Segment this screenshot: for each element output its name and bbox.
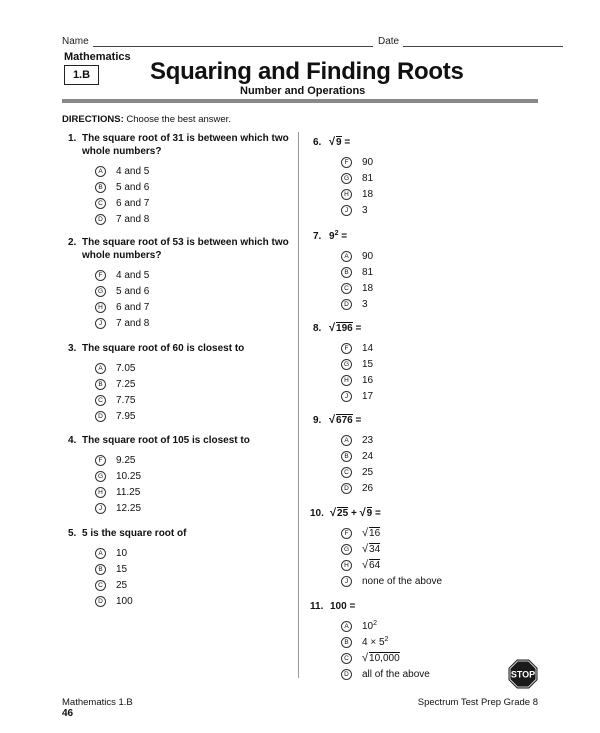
answer-text: 7.25: [116, 378, 136, 390]
question-expression: [330, 507, 381, 520]
radical-sign: √: [359, 507, 366, 519]
answer-bubble[interactable]: C: [95, 198, 106, 209]
question-2: [68, 236, 302, 331]
question-expression: [329, 136, 350, 149]
answer-text: 18: [362, 188, 374, 200]
answer-bubble[interactable]: H: [341, 560, 352, 571]
answer-option[interactable]: [95, 392, 302, 408]
answer-text: 7 and 8: [116, 317, 150, 329]
question-5: [68, 527, 302, 609]
answer-bubble[interactable]: J: [95, 503, 106, 514]
answer-option[interactable]: [95, 452, 302, 468]
answer-option[interactable]: [95, 360, 302, 376]
page-title: Squaring and Finding Roots: [150, 58, 464, 85]
answer-bubble[interactable]: A: [95, 166, 106, 177]
answer-text: 81: [362, 266, 374, 278]
radicand: 10,000: [369, 653, 400, 664]
question-7: [313, 230, 373, 312]
answer-option[interactable]: [95, 468, 302, 484]
answer-option[interactable]: [341, 634, 430, 650]
answer-text: 25: [362, 466, 374, 478]
radicand: 9: [336, 137, 342, 148]
answer-option[interactable]: [341, 202, 373, 218]
answer-text: 15: [116, 563, 128, 575]
answer-option[interactable]: [95, 561, 302, 577]
equals-sign: =: [338, 231, 348, 242]
answer-option[interactable]: [341, 448, 373, 464]
answer-text: 7.05: [116, 362, 136, 374]
answer-text: 10.25: [116, 470, 142, 482]
answer-option[interactable]: [341, 573, 442, 589]
answer-bubble[interactable]: F: [341, 343, 352, 354]
answer-text: 15: [362, 358, 374, 370]
answer-text: [362, 652, 400, 664]
question-expression: [329, 414, 361, 427]
answer-text: 100: [116, 595, 133, 607]
answer-option[interactable]: [95, 593, 302, 609]
answer-bubble[interactable]: J: [341, 205, 352, 216]
question-text: 5 is the square root of: [82, 528, 187, 539]
stop-sign-icon: [508, 659, 538, 689]
answer-option[interactable]: [95, 283, 302, 299]
answer-text: [362, 543, 380, 555]
directions-text: Choose the best answer.: [126, 114, 231, 125]
answer-bubble[interactable]: A: [95, 363, 106, 374]
answer-text: all of the above: [362, 668, 430, 680]
answer-text: 3: [362, 298, 368, 310]
answer-bubble[interactable]: B: [341, 451, 352, 462]
answer-option[interactable]: [95, 500, 302, 516]
answer-option[interactable]: [341, 432, 373, 448]
answer-bubble[interactable]: B: [95, 379, 106, 390]
question-3: [68, 342, 302, 424]
equals-sign: =: [346, 601, 356, 612]
question-number: 7.: [313, 231, 322, 242]
answer-bubble[interactable]: D: [95, 596, 106, 607]
page-subtitle: Number and Operations: [240, 85, 366, 97]
answer-text: 81: [362, 172, 374, 184]
equals-sign: =: [352, 415, 362, 426]
answer-option[interactable]: [341, 356, 373, 372]
answer-text: 17: [362, 390, 374, 402]
answer-option[interactable]: [95, 484, 302, 500]
answer-bubble[interactable]: F: [341, 157, 352, 168]
answer-text: 14: [362, 342, 374, 354]
answer-bubble[interactable]: G: [341, 359, 352, 370]
radicand: 196: [336, 323, 353, 334]
answer-text: 11.25: [116, 486, 141, 498]
equals-sign: =: [372, 508, 381, 519]
directions-label: DIRECTIONS:: [62, 114, 124, 125]
radical-sign: √: [329, 322, 336, 334]
answer-bubble[interactable]: D: [341, 483, 352, 494]
exponent: 2: [334, 230, 339, 237]
answer-text: 4 and 5: [116, 269, 150, 281]
answer-bubble[interactable]: B: [341, 267, 352, 278]
answer-text: 24: [362, 450, 374, 462]
answer-bubble[interactable]: D: [341, 669, 352, 680]
name-label: Name: [62, 36, 89, 47]
footer-book-title: Spectrum Test Prep Grade 8: [417, 697, 538, 708]
answer-bubble[interactable]: J: [341, 391, 352, 402]
answer-bubble[interactable]: B: [95, 564, 106, 575]
date-line: [403, 37, 563, 47]
question-6: [313, 136, 373, 218]
question-number: 6.: [313, 137, 322, 148]
answer-bubble[interactable]: D: [341, 299, 352, 310]
answer-bubble[interactable]: H: [95, 487, 106, 498]
answer-text: [362, 637, 388, 648]
answer-option[interactable]: [341, 618, 430, 634]
answer-bubble[interactable]: H: [95, 302, 106, 313]
answer-text: 10: [116, 547, 128, 559]
answer-option[interactable]: [95, 577, 302, 593]
directions: [62, 114, 231, 125]
radicand: 676: [336, 415, 353, 426]
question-number: 4.: [68, 435, 77, 446]
answer-option[interactable]: [95, 195, 302, 211]
question-number: 3.: [68, 343, 77, 354]
question-10: [310, 507, 442, 589]
answer-option[interactable]: [341, 525, 442, 541]
answer-text: 6 and 7: [116, 301, 150, 313]
question-text: The square root of 60 is closest to: [82, 343, 245, 354]
answer-text: 25: [116, 579, 128, 591]
answer-bubble[interactable]: C: [95, 580, 106, 591]
base: 9: [329, 231, 335, 242]
answer-text: 90: [362, 156, 374, 168]
radical-sign: √: [362, 527, 369, 539]
answer-text: [362, 621, 377, 632]
answer-text: none of the above: [362, 575, 443, 587]
answer-bubble[interactable]: H: [341, 189, 352, 200]
answer-option[interactable]: [341, 372, 373, 388]
date-label: Date: [378, 36, 400, 47]
radical-sign: √: [362, 543, 369, 555]
answer-bubble[interactable]: G: [341, 173, 352, 184]
answer-option[interactable]: [341, 154, 373, 170]
answer-option[interactable]: [95, 211, 302, 227]
answer-bubble[interactable]: A: [95, 548, 106, 559]
answer-bubble[interactable]: D: [95, 411, 106, 422]
answer-text: [362, 527, 380, 539]
answer-text: 5 and 6: [116, 285, 150, 297]
subject-label: Mathematics: [64, 51, 131, 63]
exponent: 2: [384, 635, 389, 643]
question-number: 5.: [68, 528, 77, 539]
radicand: 9: [366, 508, 373, 519]
answer-text: 18: [362, 282, 374, 294]
answer-bubble[interactable]: D: [95, 214, 106, 225]
exponent: 2: [373, 619, 378, 627]
question-8: [313, 322, 373, 404]
answer-bubble[interactable]: J: [341, 576, 352, 587]
answer-option[interactable]: [341, 541, 442, 557]
stop-sign-label: STOP: [510, 669, 536, 680]
answer-bubble[interactable]: F: [95, 270, 106, 281]
answer-option[interactable]: [341, 464, 373, 480]
base: 5: [378, 636, 385, 648]
radical-sign: √: [329, 414, 336, 426]
question-1: [68, 132, 302, 227]
answer-option[interactable]: [341, 666, 430, 682]
answer-option[interactable]: [95, 315, 302, 331]
answer-text: 23: [362, 434, 374, 446]
answer-text: 9.25: [116, 454, 136, 466]
answer-text: 6 and 7: [116, 197, 150, 209]
answer-bubble[interactable]: B: [341, 637, 352, 648]
question-text: The square root of 31 is between which two whole numbers?: [82, 133, 289, 157]
title-divider: [62, 99, 538, 103]
lesson-badge: 1.B: [64, 65, 99, 85]
name-field[interactable]: [62, 36, 373, 47]
answer-bubble[interactable]: F: [95, 455, 106, 466]
radicand: 16: [369, 528, 381, 539]
question-number: 8.: [313, 323, 322, 334]
answer-bubble[interactable]: C: [341, 653, 352, 664]
question-number: 9.: [313, 415, 322, 426]
answer-option[interactable]: [341, 248, 373, 264]
answer-text: 4 and 5: [116, 165, 150, 177]
radical-sign: √: [329, 136, 336, 148]
answer-bubble[interactable]: A: [341, 435, 352, 446]
question-number: 1.: [68, 133, 77, 144]
answer-bubble[interactable]: B: [95, 182, 106, 193]
question-4: [68, 434, 302, 516]
answer-option[interactable]: [95, 163, 302, 179]
answer-text: 16: [362, 374, 374, 386]
answer-option[interactable]: [341, 340, 373, 356]
answer-option[interactable]: [95, 267, 302, 283]
prefix: 4 ×: [362, 636, 379, 648]
answer-text: 7.95: [116, 410, 136, 422]
answer-bubble[interactable]: A: [341, 251, 352, 262]
answer-text: 90: [362, 250, 374, 262]
answer-option[interactable]: [95, 408, 302, 424]
question-11: [310, 600, 430, 682]
question-expression: [329, 230, 347, 243]
answer-bubble[interactable]: G: [95, 471, 106, 482]
answer-text: 7 and 8: [116, 213, 150, 225]
base: 10: [362, 620, 374, 632]
footer-lesson: Mathematics 1.B: [62, 697, 133, 708]
answer-option[interactable]: [95, 299, 302, 315]
equals-sign: =: [341, 137, 351, 148]
date-field[interactable]: [378, 36, 563, 47]
radicand: 25: [337, 508, 349, 519]
answer-text: 5 and 6: [116, 181, 150, 193]
answer-bubble[interactable]: F: [341, 528, 352, 539]
question-number: 10.: [310, 508, 324, 519]
plus-sign: +: [348, 508, 360, 519]
answer-option[interactable]: [341, 280, 373, 296]
equals-sign: =: [352, 323, 362, 334]
answer-option[interactable]: [341, 557, 442, 573]
answer-bubble[interactable]: J: [95, 318, 106, 329]
answer-bubble[interactable]: C: [95, 395, 106, 406]
answer-option[interactable]: [341, 480, 373, 496]
answer-bubble[interactable]: H: [341, 375, 352, 386]
radicand: 64: [369, 560, 381, 571]
answer-text: [362, 559, 380, 571]
answer-option[interactable]: [341, 170, 373, 186]
question-text: The square root of 105 is closest to: [82, 435, 250, 446]
question-expression: [329, 322, 361, 335]
question-9: [313, 414, 373, 496]
value: 100: [330, 601, 347, 612]
answer-bubble[interactable]: G: [341, 544, 352, 555]
question-expression: [330, 600, 355, 613]
answer-option[interactable]: [95, 376, 302, 392]
answer-option[interactable]: [95, 179, 302, 195]
question-number: 11.: [310, 601, 324, 612]
radicand: 34: [369, 544, 381, 555]
answer-option[interactable]: [95, 545, 302, 561]
answer-text: 26: [362, 482, 374, 494]
page-number: 46: [62, 708, 74, 719]
answer-option[interactable]: [341, 650, 430, 666]
answer-option[interactable]: [341, 296, 373, 312]
answer-bubble[interactable]: A: [341, 621, 352, 632]
answer-text: 12.25: [116, 502, 142, 514]
answer-text: 3: [362, 204, 368, 216]
answer-option[interactable]: [341, 388, 373, 404]
answer-bubble[interactable]: G: [95, 286, 106, 297]
question-text: The square root of 53 is between which two whole numbers?: [82, 237, 289, 261]
answer-bubble[interactable]: C: [341, 283, 352, 294]
answer-text: 7.75: [116, 394, 136, 406]
name-line: [93, 37, 373, 47]
answer-bubble[interactable]: C: [341, 467, 352, 478]
answer-option[interactable]: [341, 186, 373, 202]
answer-option[interactable]: [341, 264, 373, 280]
radical-sign: √: [330, 507, 337, 519]
radical-sign: √: [362, 652, 369, 664]
radical-sign: √: [362, 559, 369, 571]
question-number: 2.: [68, 237, 77, 248]
